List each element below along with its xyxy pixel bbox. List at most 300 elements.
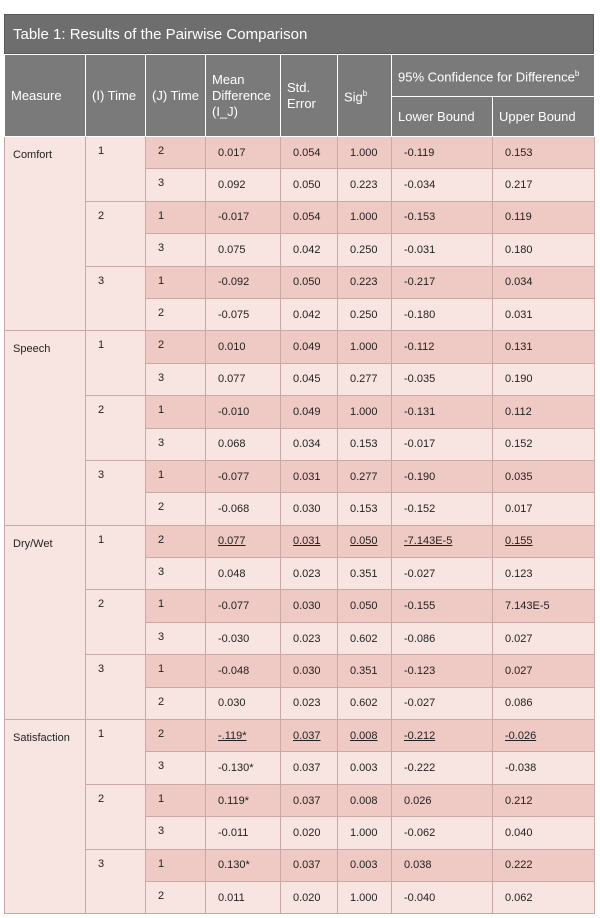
sig-cell-value: 0.008 (350, 729, 378, 742)
std-error-cell-value: 0.031 (293, 535, 321, 548)
std-error-cell-value: 0.031 (293, 470, 321, 483)
lower-bound-cell-value: -0.062 (404, 826, 436, 839)
upper-bound-cell-value: 0.123 (505, 567, 533, 580)
header-sig-superscript: b (362, 88, 368, 98)
i-time-cell: 2 (86, 784, 146, 849)
sig-cell-value: 0.277 (350, 470, 378, 483)
header-ci-label: 95% Confidence for Difference (398, 69, 575, 85)
upper-bound-cell-value: 7.143E-5 (505, 600, 550, 613)
mean-difference-cell-value: -0.130* (218, 762, 254, 775)
sig-cell-value: 0.003 (350, 859, 378, 872)
sig-cell-value: 0.050 (350, 535, 378, 548)
upper-bound-cell-value: 0.040 (505, 826, 533, 839)
mean-difference-cell-value: -0.068 (218, 502, 250, 515)
upper-bound-cell-value: 0.180 (505, 243, 533, 256)
sig-cell (338, 784, 392, 816)
upper-bound-cell-value: -0.026 (505, 729, 537, 742)
upper-bound-cell-value: 0.119 (505, 211, 532, 224)
mean-difference-cell-value: 0.017 (218, 146, 246, 159)
lower-bound-cell (392, 298, 493, 330)
sig-cell-value: 1.000 (350, 405, 378, 418)
sig-cell (338, 590, 392, 622)
i-time-cell: 3 (86, 460, 146, 525)
mean-difference-cell (206, 655, 281, 687)
std-error-cell (281, 428, 338, 460)
mean-difference-cell (206, 266, 281, 298)
j-time-cell: 3 (146, 558, 206, 590)
mean-difference-cell-value: 0.068 (218, 438, 246, 451)
std-error-cell (281, 525, 338, 557)
std-error-cell (281, 849, 338, 881)
table-row (5, 266, 595, 298)
sig-cell (338, 201, 392, 233)
sig-cell-value: 0.277 (350, 373, 378, 386)
sig-cell (338, 298, 392, 330)
j-time-cell: 2 (146, 331, 206, 363)
sig-cell (338, 460, 392, 492)
std-error-cell (281, 234, 338, 266)
std-error-cell-value: 0.020 (293, 826, 321, 839)
upper-bound-cell (493, 622, 595, 654)
std-error-cell-value: 0.050 (293, 179, 321, 192)
lower-bound-cell-value: -0.153 (404, 211, 436, 224)
lower-bound-cell (392, 817, 493, 849)
std-error-cell (281, 266, 338, 298)
mean-difference-cell (206, 590, 281, 622)
std-error-cell-value: 0.023 (293, 567, 321, 580)
mean-difference-cell-value: -0.048 (218, 664, 250, 677)
sig-cell (338, 363, 392, 395)
table-row (5, 655, 595, 687)
std-error-cell-value: 0.037 (293, 859, 321, 872)
upper-bound-cell (493, 169, 595, 201)
lower-bound-cell (392, 460, 493, 492)
std-error-cell (281, 460, 338, 492)
std-error-cell (281, 558, 338, 590)
table-row (5, 396, 595, 428)
i-time-cell: 1 (86, 720, 146, 785)
j-time-cell: 3 (146, 428, 206, 460)
lower-bound-cell (392, 266, 493, 298)
j-time-cell: 3 (146, 234, 206, 266)
std-error-cell-value: 0.034 (293, 438, 321, 451)
lower-bound-cell (392, 137, 493, 169)
mean-difference-cell (206, 331, 281, 363)
sig-cell-value: 0.050 (350, 600, 378, 613)
table-row (5, 460, 595, 492)
i-time-cell: 3 (86, 266, 146, 331)
mean-difference-cell (206, 396, 281, 428)
j-time-cell: 2 (146, 687, 206, 719)
j-time-cell: 2 (146, 298, 206, 330)
lower-bound-cell (392, 784, 493, 816)
lower-bound-cell-value: -0.086 (404, 632, 436, 645)
upper-bound-cell (493, 687, 595, 719)
std-error-cell-value: 0.023 (293, 697, 321, 710)
upper-bound-cell-value: 0.212 (505, 794, 533, 807)
upper-bound-cell-value: 0.031 (505, 308, 533, 321)
sig-cell-value: 1.000 (350, 826, 378, 839)
lower-bound-cell-value: 0.038 (404, 859, 432, 872)
lower-bound-cell-value: -0.031 (404, 243, 436, 256)
mean-difference-cell-value: 0.092 (218, 179, 246, 192)
std-error-cell-value: 0.049 (293, 405, 321, 418)
upper-bound-cell-value: 0.027 (505, 664, 533, 677)
j-time-cell: 1 (146, 655, 206, 687)
j-time-cell: 2 (146, 493, 206, 525)
std-error-cell (281, 881, 338, 913)
mean-difference-cell (206, 849, 281, 881)
upper-bound-cell (493, 720, 595, 752)
sig-cell (338, 525, 392, 557)
table-row (5, 331, 595, 363)
j-time-cell: 3 (146, 817, 206, 849)
j-time-cell: 2 (146, 137, 206, 169)
sig-cell (338, 687, 392, 719)
mean-difference-cell (206, 201, 281, 233)
upper-bound-cell (493, 428, 595, 460)
sig-cell-value: 0.008 (350, 794, 378, 807)
upper-bound-cell (493, 817, 595, 849)
mean-difference-cell-value: -0.077 (218, 600, 250, 613)
lower-bound-cell-value: -0.119 (404, 146, 435, 159)
mean-difference-cell (206, 493, 281, 525)
std-error-cell-value: 0.030 (293, 502, 321, 515)
mean-difference-cell-value: 0.130* (218, 859, 250, 872)
mean-difference-cell (206, 137, 281, 169)
sig-cell (338, 234, 392, 266)
table-row (5, 525, 595, 557)
upper-bound-cell (493, 298, 595, 330)
mean-difference-cell-value: -0.011 (218, 826, 249, 839)
std-error-cell-value: 0.049 (293, 341, 321, 354)
sig-cell (338, 169, 392, 201)
j-time-cell: 3 (146, 169, 206, 201)
lower-bound-cell (392, 428, 493, 460)
upper-bound-cell (493, 881, 595, 913)
i-time-cell: 1 (86, 525, 146, 590)
j-time-cell: 1 (146, 460, 206, 492)
sig-cell (338, 752, 392, 784)
sig-cell-value: 0.602 (350, 632, 378, 645)
lower-bound-cell (392, 234, 493, 266)
upper-bound-cell (493, 493, 595, 525)
std-error-cell (281, 396, 338, 428)
i-time-cell: 2 (86, 396, 146, 461)
measure-cell: Speech (5, 331, 86, 525)
header-sig-label: Sig (344, 89, 363, 105)
sig-cell (338, 137, 392, 169)
lower-bound-cell (392, 687, 493, 719)
upper-bound-cell-value: 0.086 (505, 697, 533, 710)
std-error-cell (281, 817, 338, 849)
std-error-cell (281, 687, 338, 719)
lower-bound-cell-value: -0.212 (404, 729, 436, 742)
sig-cell (338, 331, 392, 363)
mean-difference-cell (206, 752, 281, 784)
sig-cell-value: 0.003 (350, 762, 378, 775)
mean-difference-cell (206, 784, 281, 816)
mean-difference-cell (206, 881, 281, 913)
mean-difference-cell (206, 428, 281, 460)
upper-bound-cell-value: 0.027 (505, 632, 533, 645)
mean-difference-cell-value: 0.075 (218, 243, 246, 256)
i-time-cell: 3 (86, 655, 146, 720)
upper-bound-cell (493, 655, 595, 687)
j-time-cell: 1 (146, 849, 206, 881)
mean-difference-cell-value: -0.077 (218, 470, 250, 483)
lower-bound-cell (392, 169, 493, 201)
upper-bound-cell (493, 525, 595, 557)
i-time-cell: 1 (86, 137, 146, 202)
sig-cell-value: 0.223 (350, 179, 378, 192)
j-time-cell: 1 (146, 201, 206, 233)
j-time-cell: 2 (146, 525, 206, 557)
header-std-error: Std. Error (281, 55, 338, 137)
std-error-cell (281, 590, 338, 622)
lower-bound-cell-value: -0.035 (404, 373, 436, 386)
upper-bound-cell (493, 784, 595, 816)
mean-difference-cell-value: -.119* (218, 729, 247, 742)
std-error-cell-value: 0.050 (293, 276, 321, 289)
sig-cell (338, 493, 392, 525)
lower-bound-cell (392, 493, 493, 525)
table-body (5, 137, 595, 914)
upper-bound-cell-value: 0.217 (505, 179, 533, 192)
upper-bound-cell (493, 752, 595, 784)
mean-difference-cell (206, 460, 281, 492)
lower-bound-cell (392, 525, 493, 557)
lower-bound-cell-value: -0.027 (404, 567, 436, 580)
lower-bound-cell-value: -0.222 (404, 762, 436, 775)
upper-bound-cell-value: 0.153 (505, 146, 533, 159)
lower-bound-cell-value: -0.040 (404, 891, 436, 904)
std-error-cell (281, 363, 338, 395)
j-time-cell: 1 (146, 266, 206, 298)
pairwise-comparison-table (4, 54, 595, 914)
std-error-cell (281, 169, 338, 201)
mean-difference-cell-value: -0.017 (218, 211, 250, 224)
sig-cell-value: 1.000 (350, 146, 378, 159)
mean-difference-cell-value: -0.075 (218, 308, 250, 321)
upper-bound-cell (493, 266, 595, 298)
lower-bound-cell-value: -0.123 (404, 664, 436, 677)
upper-bound-cell (493, 849, 595, 881)
lower-bound-cell (392, 201, 493, 233)
upper-bound-cell (493, 363, 595, 395)
upper-bound-cell-value: 0.035 (505, 470, 533, 483)
mean-difference-cell (206, 558, 281, 590)
lower-bound-cell-value: -0.190 (404, 470, 436, 483)
sig-cell (338, 655, 392, 687)
std-error-cell (281, 784, 338, 816)
std-error-cell-value: 0.037 (293, 794, 321, 807)
upper-bound-cell-value: 0.131 (505, 341, 533, 354)
lower-bound-cell (392, 655, 493, 687)
upper-bound-cell-value: -0.038 (505, 762, 537, 775)
sig-cell-value: 0.250 (350, 243, 378, 256)
mean-difference-cell (206, 687, 281, 719)
lower-bound-cell-value: -0.131 (404, 405, 436, 418)
header-upper-bound: Upper Bound (493, 97, 595, 137)
upper-bound-cell-value: 0.152 (505, 438, 533, 451)
header-i-time: (I) Time (86, 55, 146, 137)
mean-difference-cell-value: -0.030 (218, 632, 250, 645)
mean-difference-cell-value: 0.030 (218, 697, 246, 710)
lower-bound-cell-value: -0.217 (404, 276, 436, 289)
upper-bound-cell-value: 0.017 (505, 502, 533, 515)
header-ci-superscript: b (574, 68, 580, 78)
i-time-cell: 3 (86, 849, 146, 914)
std-error-cell (281, 201, 338, 233)
j-time-cell: 3 (146, 363, 206, 395)
upper-bound-cell-value: 0.222 (505, 859, 533, 872)
i-time-cell: 2 (86, 590, 146, 655)
results-table-container (4, 14, 594, 914)
mean-difference-cell-value: 0.077 (218, 373, 246, 386)
header-confidence-interval (392, 55, 595, 97)
upper-bound-cell (493, 460, 595, 492)
std-error-cell (281, 655, 338, 687)
j-time-cell: 2 (146, 881, 206, 913)
lower-bound-cell-value: -0.155 (404, 600, 436, 613)
sig-cell (338, 881, 392, 913)
j-time-cell: 2 (146, 720, 206, 752)
table-title: Table 1: Results of the Pairwise Comparison (4, 14, 594, 54)
sig-cell-value: 0.250 (350, 308, 378, 321)
std-error-cell (281, 720, 338, 752)
mean-difference-cell-value: 0.048 (218, 567, 246, 580)
lower-bound-cell-value: 0.026 (404, 794, 432, 807)
i-time-cell: 1 (86, 331, 146, 396)
mean-difference-cell (206, 234, 281, 266)
lower-bound-cell (392, 849, 493, 881)
sig-cell-value: 0.223 (350, 276, 378, 289)
lower-bound-cell-value: -0.017 (404, 438, 436, 451)
std-error-cell (281, 752, 338, 784)
j-time-cell: 3 (146, 622, 206, 654)
std-error-cell-value: 0.023 (293, 632, 321, 645)
sig-cell (338, 558, 392, 590)
table-row (5, 784, 595, 816)
std-error-cell-value: 0.030 (293, 600, 321, 613)
std-error-cell (281, 493, 338, 525)
upper-bound-cell (493, 331, 595, 363)
lower-bound-cell (392, 881, 493, 913)
j-time-cell: 3 (146, 752, 206, 784)
table-row (5, 720, 595, 752)
mean-difference-cell (206, 622, 281, 654)
upper-bound-cell-value: 0.155 (505, 535, 533, 548)
table-row (5, 590, 595, 622)
upper-bound-cell-value: 0.062 (505, 891, 533, 904)
mean-difference-cell (206, 720, 281, 752)
upper-bound-cell-value: 0.112 (505, 405, 532, 418)
j-time-cell: 1 (146, 396, 206, 428)
std-error-cell (281, 622, 338, 654)
table-row (5, 201, 595, 233)
j-time-cell: 1 (146, 590, 206, 622)
sig-cell-value: 1.000 (350, 211, 378, 224)
header-mean-difference: Mean Difference (I_J) (206, 55, 281, 137)
lower-bound-cell (392, 720, 493, 752)
std-error-cell-value: 0.042 (293, 243, 321, 256)
sig-cell (338, 396, 392, 428)
std-error-cell (281, 331, 338, 363)
mean-difference-cell-value: 0.010 (218, 341, 246, 354)
mean-difference-cell-value: 0.077 (218, 535, 246, 548)
sig-cell (338, 849, 392, 881)
sig-cell-value: 1.000 (350, 341, 378, 354)
sig-cell-value: 0.153 (350, 438, 378, 451)
header-lower-bound: Lower Bound (392, 97, 493, 137)
lower-bound-cell-value: -0.034 (404, 179, 436, 192)
sig-cell-value: 0.602 (350, 697, 378, 710)
sig-cell (338, 428, 392, 460)
sig-cell-value: 0.351 (350, 567, 378, 580)
mean-difference-cell-value: -0.010 (218, 405, 250, 418)
mean-difference-cell (206, 298, 281, 330)
mean-difference-cell (206, 525, 281, 557)
measure-cell: Satisfaction (5, 720, 86, 914)
upper-bound-cell (493, 396, 595, 428)
upper-bound-cell (493, 137, 595, 169)
table-row (5, 137, 595, 169)
upper-bound-cell (493, 558, 595, 590)
mean-difference-cell-value: 0.119* (218, 794, 249, 807)
sig-cell-value: 1.000 (350, 891, 378, 904)
sig-cell (338, 266, 392, 298)
upper-bound-cell (493, 234, 595, 266)
measure-cell: Dry/Wet (5, 525, 86, 719)
std-error-cell-value: 0.045 (293, 373, 321, 386)
lower-bound-cell-value: -7.143E-5 (404, 535, 453, 548)
std-error-cell-value: 0.037 (293, 729, 321, 742)
lower-bound-cell-value: -0.180 (404, 308, 436, 321)
std-error-cell-value: 0.054 (293, 146, 321, 159)
mean-difference-cell-value: 0.011 (218, 891, 245, 904)
std-error-cell-value: 0.054 (293, 211, 321, 224)
table-row (5, 849, 595, 881)
std-error-cell (281, 137, 338, 169)
header-j-time: (J) Time (146, 55, 206, 137)
std-error-cell-value: 0.020 (293, 891, 321, 904)
lower-bound-cell-value: -0.027 (404, 697, 436, 710)
i-time-cell: 2 (86, 201, 146, 266)
upper-bound-cell-value: 0.034 (505, 276, 533, 289)
j-time-cell: 1 (146, 784, 206, 816)
std-error-cell (281, 298, 338, 330)
header-sig (338, 55, 392, 137)
mean-difference-cell (206, 363, 281, 395)
lower-bound-cell (392, 622, 493, 654)
sig-cell-value: 0.351 (350, 664, 378, 677)
mean-difference-cell (206, 169, 281, 201)
mean-difference-cell (206, 817, 281, 849)
lower-bound-cell (392, 396, 493, 428)
upper-bound-cell-value: 0.190 (505, 373, 533, 386)
sig-cell (338, 622, 392, 654)
lower-bound-cell-value: -0.152 (404, 502, 436, 515)
sig-cell (338, 817, 392, 849)
sig-cell-value: 0.153 (350, 502, 378, 515)
lower-bound-cell (392, 363, 493, 395)
std-error-cell-value: 0.030 (293, 664, 321, 677)
sig-cell (338, 720, 392, 752)
lower-bound-cell (392, 558, 493, 590)
lower-bound-cell (392, 752, 493, 784)
lower-bound-cell-value: -0.112 (404, 341, 435, 354)
